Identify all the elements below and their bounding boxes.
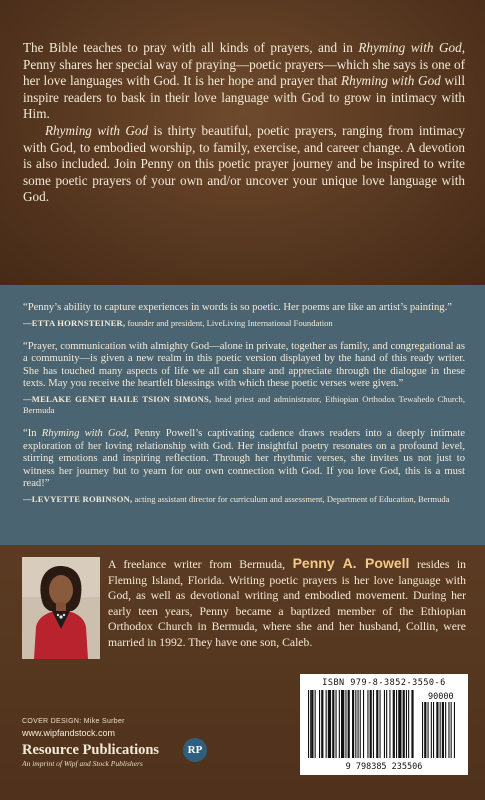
text-run: “In [23,427,42,439]
isbn-barcode [300,674,468,775]
barcode-bar [315,690,316,758]
barcode-bar [355,690,356,758]
barcode-bars [308,690,460,760]
endorsement-attribution [23,318,465,329]
barcode-bar [396,690,397,758]
barcode-bar [367,690,368,758]
barcode-bar [326,690,327,758]
endorsement-quote [23,428,465,491]
text-run: “Penny’s ability to capture experiences in words is so poetic. Her poems are like an artist’s painting.” [23,302,452,313]
barcode-addon-bar [448,702,449,758]
barcode-bar [403,690,405,758]
endorsement-attribution [23,394,465,416]
isbn-label [300,678,468,688]
barcode-bar [411,690,413,758]
barcode-addon-bar [431,702,432,758]
publisher-logo-icon: RP [183,738,207,762]
endorser-name: —LEVYETTE ROBINSON, [23,493,133,504]
author-bio [108,556,466,650]
endorser-title: acting assistant director for curriculum and assessment, Department of Education, Bermuda [132,493,450,504]
text-run: The Bible teaches to pray with all kinds of prayers, and in [23,40,359,55]
publisher-website: www.wipfandstock.com [22,728,116,738]
endorsement [23,341,465,416]
barcode-addon-bar [433,702,434,758]
barcode-bar [336,690,337,758]
author-photo [22,557,100,659]
endorser-title: head priest and administrator, Ethiopian Orthodox Tewahedo Church, Bermuda [23,393,466,415]
barcode-bar [345,690,346,758]
cover-credits [22,718,262,738]
book-title-italic: Rhyming with God [41,427,127,439]
endorser-name: —MELAKE GENET HAILE TSION SIMONS, [23,393,212,404]
barcode-bar [311,690,313,758]
barcode-bar [386,690,387,758]
description-paragraph-2 [23,123,465,206]
text-run: will inspire readers to bask in their love language with God to grow in intimacy with Him. [23,73,466,122]
barcode-addon-bar [440,702,441,758]
barcode-bar [360,690,361,758]
endorser-title: founder and president, LiveLiving International Foundation [125,317,333,328]
barcode-bar [339,690,340,758]
cover-design-credit: COVER DESIGN: Mike Surber [22,718,125,725]
text-run: “Prayer, communication with almighty God—alone in private, together as family, and congregational as a community—is given a new realm in this poetic version displayed by the hand of this ready writer. She has touched many aspects of life we all can share and appreciate through the dialogue in these texts. May you receive the heartfelt blessings with which these poetic verses were given.” [23,340,465,390]
barcode-digits: 9 798385 235506 [345,762,423,772]
isbn-number: ISBN 979-8-3852-3550-6 [322,678,446,688]
barcode-addon-bar [436,702,438,758]
endorsement-attribution [23,494,465,505]
text-run: , Penny shares her special way of praying—poetic prayers—which she says is one of her love languages with God. It is her hope and prayer that [23,40,465,89]
publisher-name: Resource Publications [22,742,160,758]
bio-intro: A freelance writer from Bermuda, [108,558,293,571]
barcode-bar [321,690,323,758]
text-run: , Penny Powell’s captivating cadence draws readers into a deeply intimate exploration of her loving relationship with God. Her insightful poetry resonates on a profound level, stirring emotions and inspiring reflection. Through her rhythmic verses, she invites us not just to witness her journey but to yearn for our own connection with God. If you love God, this is a must read!” [23,427,465,490]
endorsement [23,428,465,505]
barcode-bar [319,690,320,758]
barcode-addon-bar [454,702,455,758]
barcode-bar [384,690,385,758]
barcode-bar [363,690,364,758]
endorsement-quote [23,341,465,391]
barcode-bar [380,690,381,758]
barcode-bar [373,690,374,758]
barcode-bar [328,690,331,758]
barcode-bar [310,690,311,758]
publisher-imprint: An imprint of Wipf and Stock Publishers [22,759,143,768]
barcode-addon-bar [442,702,444,758]
barcode-bar [308,690,309,758]
book-title-italic: Rhyming with God [45,122,149,138]
endorser-name: —ETTA HORNSTEINER, [23,317,126,328]
bio-text: resides in Fleming Island, Florida. Writing poetic prayers is her love language with God, as well as devotional writing and embodied movement. During her early teen years, Penny became a baptized member of the Ethiopian Orthodox Church in Bermuda, where she and her husband, Collin, were married in 1992. They have one son, Caleb. [108,558,467,649]
endorsements [23,302,465,517]
barcode-bar [389,690,390,758]
barcode-bar [332,690,334,758]
barcode-bar [348,690,350,758]
barcode-bar [376,690,378,758]
barcode-addon-bar [424,702,426,758]
barcode-bar [341,690,344,758]
price-code: 90000 [428,692,454,702]
barcode-addon-bar [451,702,452,758]
barcode-addon-bar [422,702,423,758]
barcode-bar [398,690,401,758]
endorsement [23,302,465,329]
barcode-addon-bar [428,702,429,758]
barcode-bar [406,690,407,758]
book-title-italic: Rhyming with God [358,40,462,55]
book-title-italic: Rhyming with God [341,73,441,89]
barcode-bar [352,690,354,758]
barcode-bar [408,690,409,758]
description-paragraph-1 [23,40,465,123]
barcode-bar [393,690,395,758]
text-run: is thirty beautiful, poetic prayers, ranging from intimacy with God, to embodied worship, to family, exercise, and career change. A devotion is also included. Join Penny on this poetic prayer journey and be inspired to write some poetic prayers of your own and/or uncover your unique love language with God. [23,122,465,205]
endorsement-quote [23,302,465,315]
author-name: Penny A. Powell [292,555,410,571]
barcode-addon-bar [445,702,446,758]
barcode-bar [370,690,372,758]
barcode-bar [358,690,359,758]
book-description [23,40,465,206]
